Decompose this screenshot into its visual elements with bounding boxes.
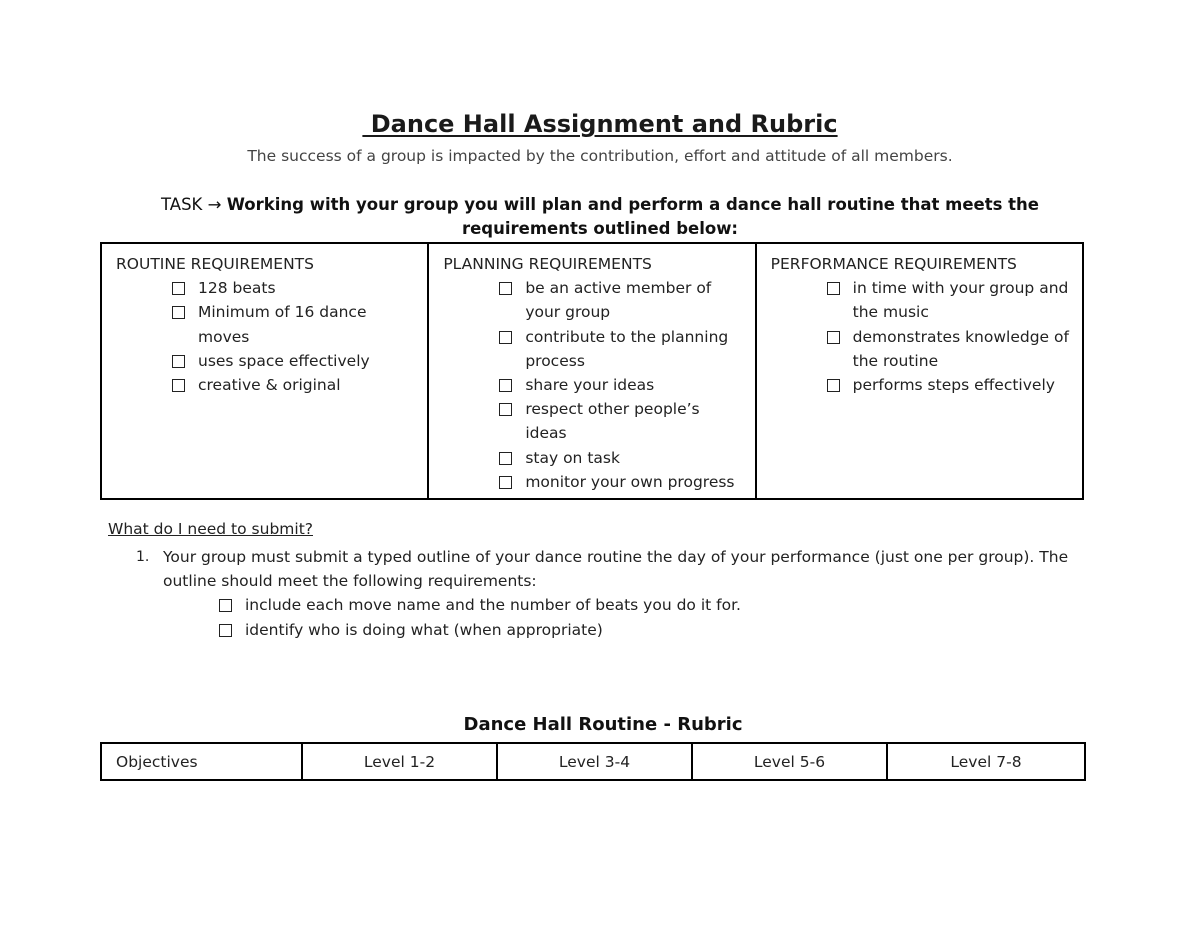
list-number: 1. bbox=[136, 549, 150, 565]
checklist-item: demonstrates knowledge of the routine bbox=[827, 325, 1072, 373]
checklist-item: contribute to the planning process bbox=[499, 325, 744, 373]
checklist-item: respect other people’s ideas bbox=[499, 397, 744, 445]
rubric-table bbox=[100, 742, 1086, 781]
submit-requirements-list bbox=[136, 593, 1086, 641]
checklist-item: identify who is doing what (when appropriate) bbox=[219, 618, 1086, 642]
checkbox-icon[interactable] bbox=[827, 331, 840, 344]
checklist-item: in time with your group and the music bbox=[827, 276, 1072, 324]
rubric-header-cell: Level 3-4 bbox=[497, 743, 692, 780]
routine-requirements-heading: ROUTINE REQUIREMENTS bbox=[116, 255, 314, 273]
checklist-item: creative & original bbox=[172, 373, 417, 397]
planning-requirements-heading: PLANNING REQUIREMENTS bbox=[443, 255, 652, 273]
checklist-item: performs steps effectively bbox=[827, 373, 1072, 397]
checkbox-icon[interactable] bbox=[172, 282, 185, 295]
rubric-header-row bbox=[101, 743, 1085, 780]
checkbox-icon[interactable] bbox=[172, 355, 185, 368]
routine-requirements-list bbox=[116, 276, 417, 397]
checklist-item: stay on task bbox=[499, 446, 744, 470]
checkbox-icon[interactable] bbox=[827, 282, 840, 295]
document-subtitle: The success of a group is impacted by the contribution, effort and attitude of all members. bbox=[247, 147, 953, 165]
submit-heading: What do I need to submit? bbox=[108, 520, 313, 538]
checklist-item: include each move name and the number of beats you do it for. bbox=[219, 593, 1086, 617]
checklist-item: share your ideas bbox=[499, 373, 744, 397]
checkbox-icon[interactable] bbox=[499, 452, 512, 465]
checkbox-icon[interactable] bbox=[499, 331, 512, 344]
checkbox-icon[interactable] bbox=[499, 403, 512, 416]
rubric-header-cell: Level 7-8 bbox=[887, 743, 1085, 780]
rubric-header-cell: Level 5-6 bbox=[692, 743, 887, 780]
checkbox-icon[interactable] bbox=[499, 476, 512, 489]
rubric-header-cell: Objectives bbox=[101, 743, 302, 780]
task-statement bbox=[150, 193, 1050, 241]
checkbox-icon[interactable] bbox=[499, 282, 512, 295]
document-title: Dance Hall Assignment and Rubric bbox=[362, 110, 838, 138]
planning-requirements-cell bbox=[428, 243, 755, 499]
submit-instructions: Your group must submit a typed outline of your dance routine the day of your performance (just one per group). The outline should meet the following requirements: bbox=[163, 548, 1069, 591]
performance-requirements-heading: PERFORMANCE REQUIREMENTS bbox=[770, 255, 1017, 273]
task-prefix: TASK → bbox=[160, 195, 227, 214]
checklist-item: uses space effectively bbox=[172, 349, 417, 373]
checklist-item: 128 beats bbox=[172, 276, 417, 300]
checkbox-icon[interactable] bbox=[172, 379, 185, 392]
routine-requirements-cell bbox=[101, 243, 428, 499]
performance-requirements-list bbox=[771, 276, 1072, 397]
checkbox-icon[interactable] bbox=[172, 306, 185, 319]
checkbox-icon[interactable] bbox=[219, 599, 232, 612]
performance-requirements-cell bbox=[756, 243, 1083, 499]
checklist-item: be an active member of your group bbox=[499, 276, 744, 324]
task-text: Working with your group you will plan and perform a dance hall routine that meets the requirements outlined below: bbox=[226, 195, 1039, 238]
rubric-title: Dance Hall Routine - Rubric bbox=[463, 714, 743, 735]
requirements-table bbox=[100, 242, 1084, 500]
checkbox-icon[interactable] bbox=[827, 379, 840, 392]
rubric-header-cell: Level 1-2 bbox=[302, 743, 497, 780]
checkbox-icon[interactable] bbox=[219, 624, 232, 637]
checklist-item: monitor your own progress bbox=[499, 470, 744, 494]
submit-list-item bbox=[136, 545, 1086, 642]
checklist-item: Minimum of 16 dance moves bbox=[172, 300, 417, 348]
planning-requirements-list bbox=[443, 276, 744, 494]
checkbox-icon[interactable] bbox=[499, 379, 512, 392]
